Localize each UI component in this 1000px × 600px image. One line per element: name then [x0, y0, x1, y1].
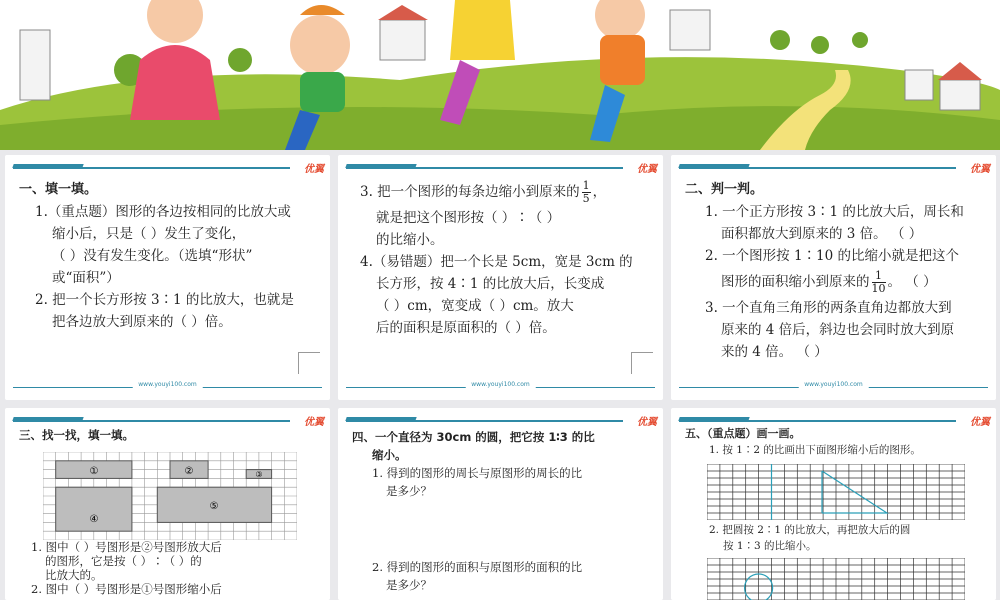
corner-mark [631, 352, 653, 374]
card-true-false [671, 155, 996, 400]
section-heading: 一、填一填。 [19, 182, 98, 197]
question-line: 3. 一个直角三角形的两条直角边都放大到 [705, 300, 952, 316]
card-circle-problem [338, 408, 663, 600]
question-text: 3. 把一个图形的每条边缩小到原来的 [360, 184, 580, 200]
fraction [582, 180, 591, 205]
brand-logo: 优翼 [970, 164, 990, 175]
card-header-line [13, 167, 290, 169]
shape-grid [43, 452, 297, 540]
brand-logo: 优翼 [304, 164, 324, 175]
question-line: （ ）cm，宽变成（ ）cm。放大 [376, 298, 574, 314]
question-line: 比放大的。 [45, 568, 103, 582]
card-footer [13, 381, 322, 388]
question-line: 1. 得到的图形的周长与原图形的周长的比 [372, 466, 583, 480]
question-line: 是多少？ [386, 578, 432, 592]
site-url: www.youyi100.com [465, 381, 536, 388]
question-line [360, 177, 660, 207]
brand-logo: 优翼 [970, 417, 990, 428]
card-header-line [13, 420, 290, 422]
question-line: 2. 一个图形按 1∶10 的比缩小就是把这个 [705, 248, 960, 264]
question-line: 长方形，按 4∶1 的比放大后，长变成 [376, 276, 605, 292]
site-url: www.youyi100.com [798, 381, 869, 388]
question-line: 的比缩小。 [376, 232, 444, 248]
question-line: 1.（重点题）图形的各边按相同的比放大或 [35, 204, 291, 220]
question-line: 原来的 4 倍后，斜边也会同时放大到原 [721, 322, 955, 338]
brand-logo: 优翼 [304, 417, 324, 428]
question-line: 的图形，它是按（ ）∶（ ）的 [45, 554, 202, 568]
card-header-line [679, 420, 956, 422]
fraction [872, 270, 886, 295]
question-line: 把各边放大到原来的（ ）倍。 [52, 314, 232, 330]
question-line: 面积都放大到原来的 3 倍。 （ ） [721, 226, 923, 242]
card-footer [679, 381, 988, 388]
question-line: 按 1∶3 的比缩小。 [723, 540, 817, 552]
shape-label: ⑤ [209, 501, 219, 512]
question-line: 2. 把一个长方形按 3∶1 的比放大，也就是 [35, 292, 294, 308]
shape-label: ② [184, 466, 194, 477]
drawing-grid-1 [707, 464, 965, 520]
question-line: 1. 图中（ ）号图形是②号图形放大后 [31, 540, 222, 554]
fraction-denominator: 5 [582, 192, 590, 205]
question-line: 是多少？ [386, 484, 432, 498]
card-header-line [679, 167, 956, 169]
card-find-fill [5, 408, 330, 600]
brand-logo: 优翼 [637, 164, 657, 175]
question-line: 4.（易错题）把一个长是 5cm，宽是 3cm 的 [360, 254, 633, 270]
section-heading: 五、（重点题）画一画。 [685, 427, 801, 440]
question-line: 2. 图中（ ）号图形是①号图形缩小后 [31, 582, 222, 596]
shape-label: ① [89, 466, 99, 477]
section-heading: 缩小。 [372, 448, 407, 462]
question-line: 或“面积”） [52, 270, 120, 286]
card-fill-in-continued [338, 155, 663, 400]
card-header-line [346, 167, 623, 169]
card-footer [346, 381, 655, 388]
drawing-grid-2 [707, 558, 965, 600]
question-line: （ ）没有发生变化。（选填“形状” [52, 248, 253, 264]
question-text: 图形的面积缩小到原来的 [721, 274, 870, 290]
corner-mark [298, 352, 320, 374]
question-line: 来的 4 倍。 （ ） [721, 344, 828, 360]
card-fill-in [5, 155, 330, 400]
question-line: 1. 一个正方形按 3∶1 的比放大后，周长和 [705, 204, 964, 220]
section-heading: 二、判一判。 [685, 182, 764, 197]
question-text: 。 （ ） [887, 274, 937, 290]
shape-label: ③ [255, 470, 263, 479]
question-line: 1. 按 1∶2 的比画出下面图形缩小后的图形。 [709, 444, 921, 456]
question-line: 就是把这个图形按（ ）∶（ ） [376, 210, 561, 226]
fraction-denominator: 10 [871, 282, 886, 295]
fraction-numerator: 1 [872, 270, 886, 283]
question-line: 2. 得到的图形的面积与原图形的面积的比 [372, 560, 583, 574]
fraction-numerator: 1 [582, 179, 590, 192]
children-running-illustration [0, 0, 1000, 150]
card-drawing [671, 408, 996, 600]
question-line: 后的面积是原面积的（ ）倍。 [376, 320, 556, 336]
question-line: 缩小后，只是（ ）发生了变化， [52, 226, 246, 242]
card-header-line [346, 420, 623, 422]
question-line [685, 267, 990, 297]
section-heading: 四、一个直径为 30cm 的圆，把它按 1∶3 的比 [352, 430, 595, 444]
question-line: 2. 把圆按 2∶1 的比放大，再把放大后的圆 [709, 524, 911, 536]
section-heading: 三、找一找，填一填。 [19, 428, 134, 442]
shape-label: ④ [89, 514, 99, 525]
banner-illustration [0, 0, 1000, 150]
question-text: ， [592, 184, 607, 200]
site-url: www.youyi100.com [132, 381, 203, 388]
brand-logo: 优翼 [637, 417, 657, 428]
